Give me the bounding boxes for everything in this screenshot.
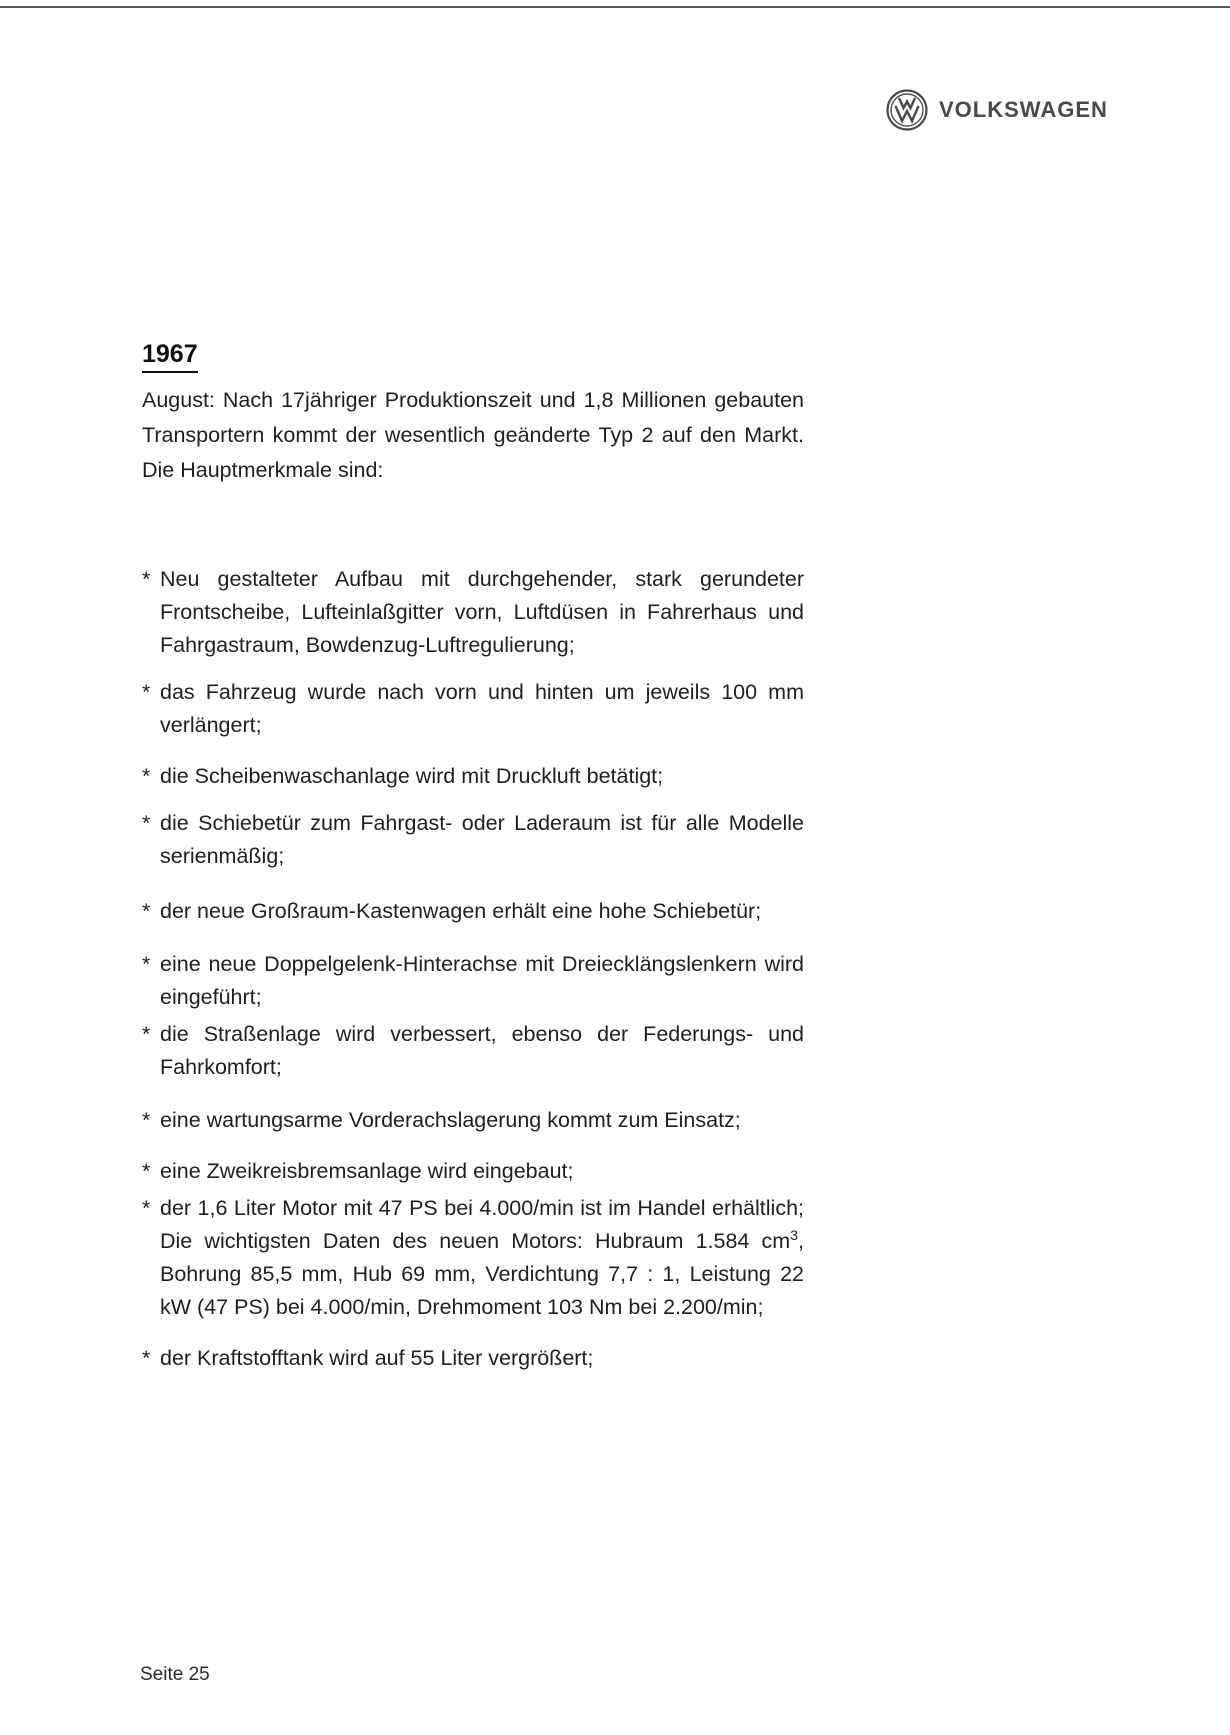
bullet-marker: *: [142, 899, 151, 923]
feature-text: die Straßenlage wird verbessert, ebenso der Federungs- und Fahrkomfort;: [160, 1022, 804, 1079]
bullet-marker: *: [142, 1022, 151, 1046]
feature-text: der neue Großraum-Kastenwagen erhält eine hohe Schiebetür;: [160, 899, 762, 923]
brand-header: [886, 88, 1108, 132]
feature-item: [142, 1155, 804, 1188]
bullet-marker: *: [142, 680, 151, 704]
feature-text: der Kraftstofftank wird auf 55 Liter vergrößert;: [160, 1346, 594, 1370]
section-year-heading: 1967: [142, 338, 198, 373]
vw-logo-icon: [886, 89, 928, 131]
section-intro-paragraph: August: Nach 17jähriger Produktionszeit und 1,8 Millionen gebauten Transportern kommt der wesentlich geänderte Typ 2 auf den Markt. Die Hauptmerkmale sind:: [142, 388, 804, 482]
bullet-marker: *: [142, 952, 151, 976]
bullet-marker: *: [142, 811, 151, 835]
feature-text: eine wartungsarme Vorderachslagerung kommt zum Einsatz;: [160, 1108, 741, 1132]
feature-item: [142, 1192, 804, 1324]
bullet-marker: *: [142, 567, 151, 591]
section-1967: [142, 338, 804, 488]
feature-text-part: der 1,6 Liter Motor mit 47 PS bei 4.000/min ist im Handel erhältlich; Die wichtigsten Daten des neuen Motors: Hubraum 1.584 cm: [160, 1196, 804, 1253]
feature-text: eine neue Doppelgelenk-Hinterachse mit Dreiecklängslenkern wird eingeführt;: [160, 952, 804, 1009]
bullet-marker: *: [142, 764, 151, 788]
page-number: Seite 25: [140, 1664, 210, 1685]
top-rule: [0, 6, 1230, 8]
feature-text: eine Zweikreisbremsanlage wird eingebaut;: [160, 1159, 574, 1183]
feature-item: [142, 676, 804, 742]
feature-list: [142, 563, 804, 1375]
bullet-marker: *: [142, 1196, 151, 1220]
feature-item: [142, 1018, 804, 1084]
feature-text: Neu gestalteter Aufbau mit durchgehender, stark gerundeter Frontscheibe, Lufteinlaßgitter vorn, Luftdüsen in Fahrerhaus und Fahrgastraum, Bowdenzug-Luftregulierung;: [160, 567, 804, 657]
feature-text: die Scheibenwaschanlage wird mit Druckluft betätigt;: [160, 764, 664, 788]
feature-item: [142, 807, 804, 873]
brand-name: VOLKSWAGEN: [939, 97, 1108, 122]
bullet-marker: *: [142, 1159, 151, 1183]
feature-text-part: , Bohrung 85,5 mm, Hub 69 mm, Verdichtung 7,7 : 1, Leistung 22 kW (47 PS) bei 4.000/min, Drehmoment 103 Nm bei 2.200/min;: [160, 1229, 804, 1319]
feature-item: [142, 563, 804, 662]
feature-text: die Schiebetür zum Fahrgast- oder Laderaum ist für alle Modelle serienmäßig;: [160, 811, 804, 868]
feature-item: [142, 760, 804, 793]
feature-item: [142, 1342, 804, 1375]
feature-item: [142, 895, 804, 928]
feature-item: [142, 948, 804, 1014]
bullet-marker: *: [142, 1346, 151, 1370]
superscript-exponent: 3: [790, 1226, 799, 1243]
feature-text: das Fahrzeug wurde nach vorn und hinten um jeweils 100 mm verlängert;: [160, 680, 804, 737]
feature-text: [160, 1196, 804, 1319]
bullet-marker: *: [142, 1108, 151, 1132]
feature-item: [142, 1104, 804, 1137]
